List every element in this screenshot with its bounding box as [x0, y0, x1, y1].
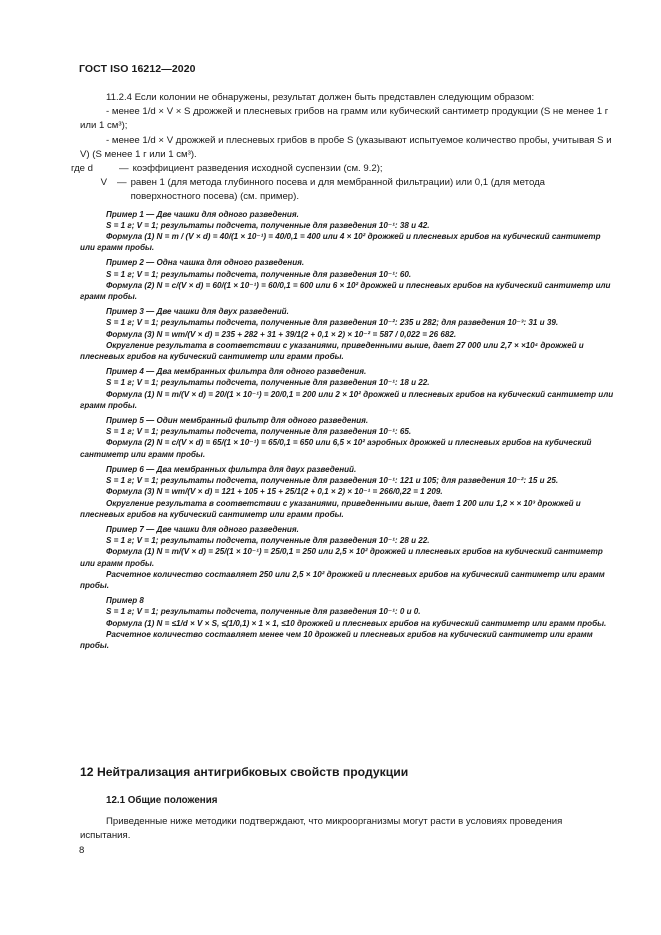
example-line: Округление результата в соответствии с указаниями, приведенными выше, дает 1 200 или 1,2 × × 10³ дрожжей и плесневых грибов на кубический сантиметр или грамм пробы. — [80, 498, 581, 519]
example-line: Расчетное количество составляет менее чем 10 дрожжей и плесневых грибов на кубический сантиметр или грамм пробы. — [80, 629, 593, 650]
paragraph-text: Приведенные ниже методики подтверждают, что микроорганизмы могут расти в условиях проведения испытания. — [80, 816, 563, 842]
example-line: Формула (3) N = wm/(V × d) = 121 + 105 + 15 + 25/1(2 + 0,1 × 2) × 10⁻¹ = 266/0,22 = 1 209. — [106, 487, 443, 497]
example-title: Пример 7 — Две чашки для одного разведения. — [106, 524, 299, 534]
example-line: S = 1 г; V = 1; результаты подсчета, полученные для разведения 10⁻¹: 121 и 105; для разведения 10⁻²: 15 и 25. — [106, 476, 559, 486]
example-line: S = 1 г; V = 1; результаты подсчета, полученные для разведения 10⁻¹: 0 и 0. — [106, 607, 421, 617]
subsection-heading-12-1: 12.1 Общие положения — [106, 795, 218, 806]
example-block — [80, 257, 615, 302]
legend-text: равен 1 (для метода глубинного посева и для мембранной фильтрации) или 0,1 (для метода поверхностного посева) (см. пример). — [130, 177, 545, 203]
list-item: - менее 1/d × V дрожжей и плесневых грибов в пробе S (указывают испытуемое количество пробы, учитывая S и V) (S менее 1 г или 1 см³). — [80, 134, 612, 160]
example-line: Формула (2) N = c/(V × d) = 60/(1 × 10⁻¹) = 60/0,1 = 600 или 6 × 10² дрожжей и плесневых грибов на кубический сантиметр или грамм пробы. — [80, 280, 611, 302]
example-block — [80, 464, 615, 520]
example-title: Пример 2 — Одна чашка для одного разведения. — [106, 258, 305, 268]
example-title: Пример 1 — Две чашки для одного разведения. — [106, 209, 299, 219]
legend-dash: — — [117, 177, 127, 189]
examples-list — [80, 209, 615, 652]
example-line: Формула (3) N = wm/(V × d) = 235 + 282 + 31 + 39/1(2 + 0,1 × 2) × 10⁻² = 587 / 0,022 = 26 682. — [106, 329, 457, 339]
example-block — [80, 415, 615, 460]
paragraph-12-1 — [80, 815, 615, 843]
example-title: Пример 5 — Один мембранный фильтр для одного разведения. — [106, 416, 369, 426]
legend-v — [71, 176, 615, 204]
list-item: - менее 1/d × V × S дрожжей и плесневых грибов на грамм или кубический сантиметр продукции (S не менее 1 г или 1 см³); — [80, 106, 609, 132]
example-block — [80, 524, 615, 591]
example-line: Формула (1) N = ≤1/d × V × S, ≤(1/0,1) × 1 × 1, ≤10 дрожжей и плесневых грибов на кубический сантиметр или грамм пробы. — [106, 618, 607, 628]
example-block — [80, 306, 615, 362]
example-block — [80, 209, 615, 254]
example-line: Расчетное количество составляет 250 или 2,5 × 10² дрожжей и плесневых грибов на кубический сантиметр или грамм пробы. — [80, 569, 605, 590]
example-line: Формула (1) N = m/(V × d) = 25/(1 × 10⁻¹) = 25/0,1 = 250 или 2,5 × 10² дрожжей и плесневых грибов на кубический сантиметр или грамм пробы. — [80, 547, 603, 568]
paragraph-intro: 11.2.4 Если колонии не обнаружены, результат должен быть представлен следующим образом: — [106, 92, 535, 103]
example-title: Пример 4 — Два мембранных фильтра для одного разведения. — [106, 367, 367, 377]
example-line: S = 1 г; V = 1; результаты подсчета, полученные для разведения 10⁻¹: 28 и 22. — [106, 536, 430, 546]
example-title: Пример 8 — [106, 596, 144, 606]
legend-label: V — [100, 177, 107, 189]
document-header: ГОСТ ISO 16212—2020 — [79, 63, 196, 75]
example-block — [80, 595, 615, 651]
example-block — [80, 366, 615, 411]
example-line: Формула (1) N = m/(V × d) = 20/(1 × 10⁻¹) = 20/0,1 = 200 или 2 × 10² дрожжей и плесневых грибов на кубический сантиметр или грамм пробы. — [80, 389, 614, 410]
example-line: Формула (1) N = m / (V × d) = 40/(1 × 10⁻¹) = 40/0,1 = 400 или 4 × 10² дрожжей и плесневых грибов на кубический сантиметр или грамм пробы. — [80, 232, 601, 253]
example-line: Округление результата в соответствии с указаниями, приведенными выше, дает 27 000 или 2,7 × ×10⁴ дрожжей и плесневых грибов на кубический сантиметр или грамм пробы. — [80, 340, 584, 362]
page-number: 8 — [79, 845, 85, 856]
legend-d — [71, 162, 615, 176]
legend-label: где d — [71, 163, 94, 175]
example-line: S = 1 г; V = 1; результаты подсчета, полученные для разведения 10⁻¹: 38 и 42. — [106, 220, 430, 230]
example-title: Пример 3 — Две чашки для двух разведений. — [106, 307, 289, 317]
example-line: Формула (2) N = c/(V × d) = 65/(1 × 10⁻¹) = 65/0,1 = 650 или 6,5 × 10² аэробных дрожжей и плесневых грибов на кубический сантиметр или грамм пробы. — [80, 438, 592, 459]
section-heading-12: 12 Нейтрализация антигрибковых свойств продукции — [80, 765, 409, 779]
example-line: S = 1 г; V = 1; результаты подсчета, полученные для разведения 10⁻¹: 18 и 22. — [106, 378, 430, 388]
legend-dash: — — [119, 163, 129, 175]
legend-text: коэффициент разведения исходной суспензии (см. 9.2); — [132, 163, 383, 175]
example-title: Пример 6 — Два мембранных фильтра для двух разведений. — [106, 464, 357, 474]
example-line: S = 1 г; V = 1; результаты подсчета, полученные для разведения 10⁻¹: 65. — [106, 427, 412, 437]
example-line: S = 1 г; V = 1; результаты подсчета, полученные для разведения 10⁻¹: 60. — [106, 269, 412, 279]
example-line: S = 1 г; V = 1; результаты подсчета, полученные для разведения 10⁻²: 235 и 282; для разведения 10⁻³: 31 и 39. — [106, 318, 559, 328]
section-11-2-4 — [71, 91, 615, 651]
